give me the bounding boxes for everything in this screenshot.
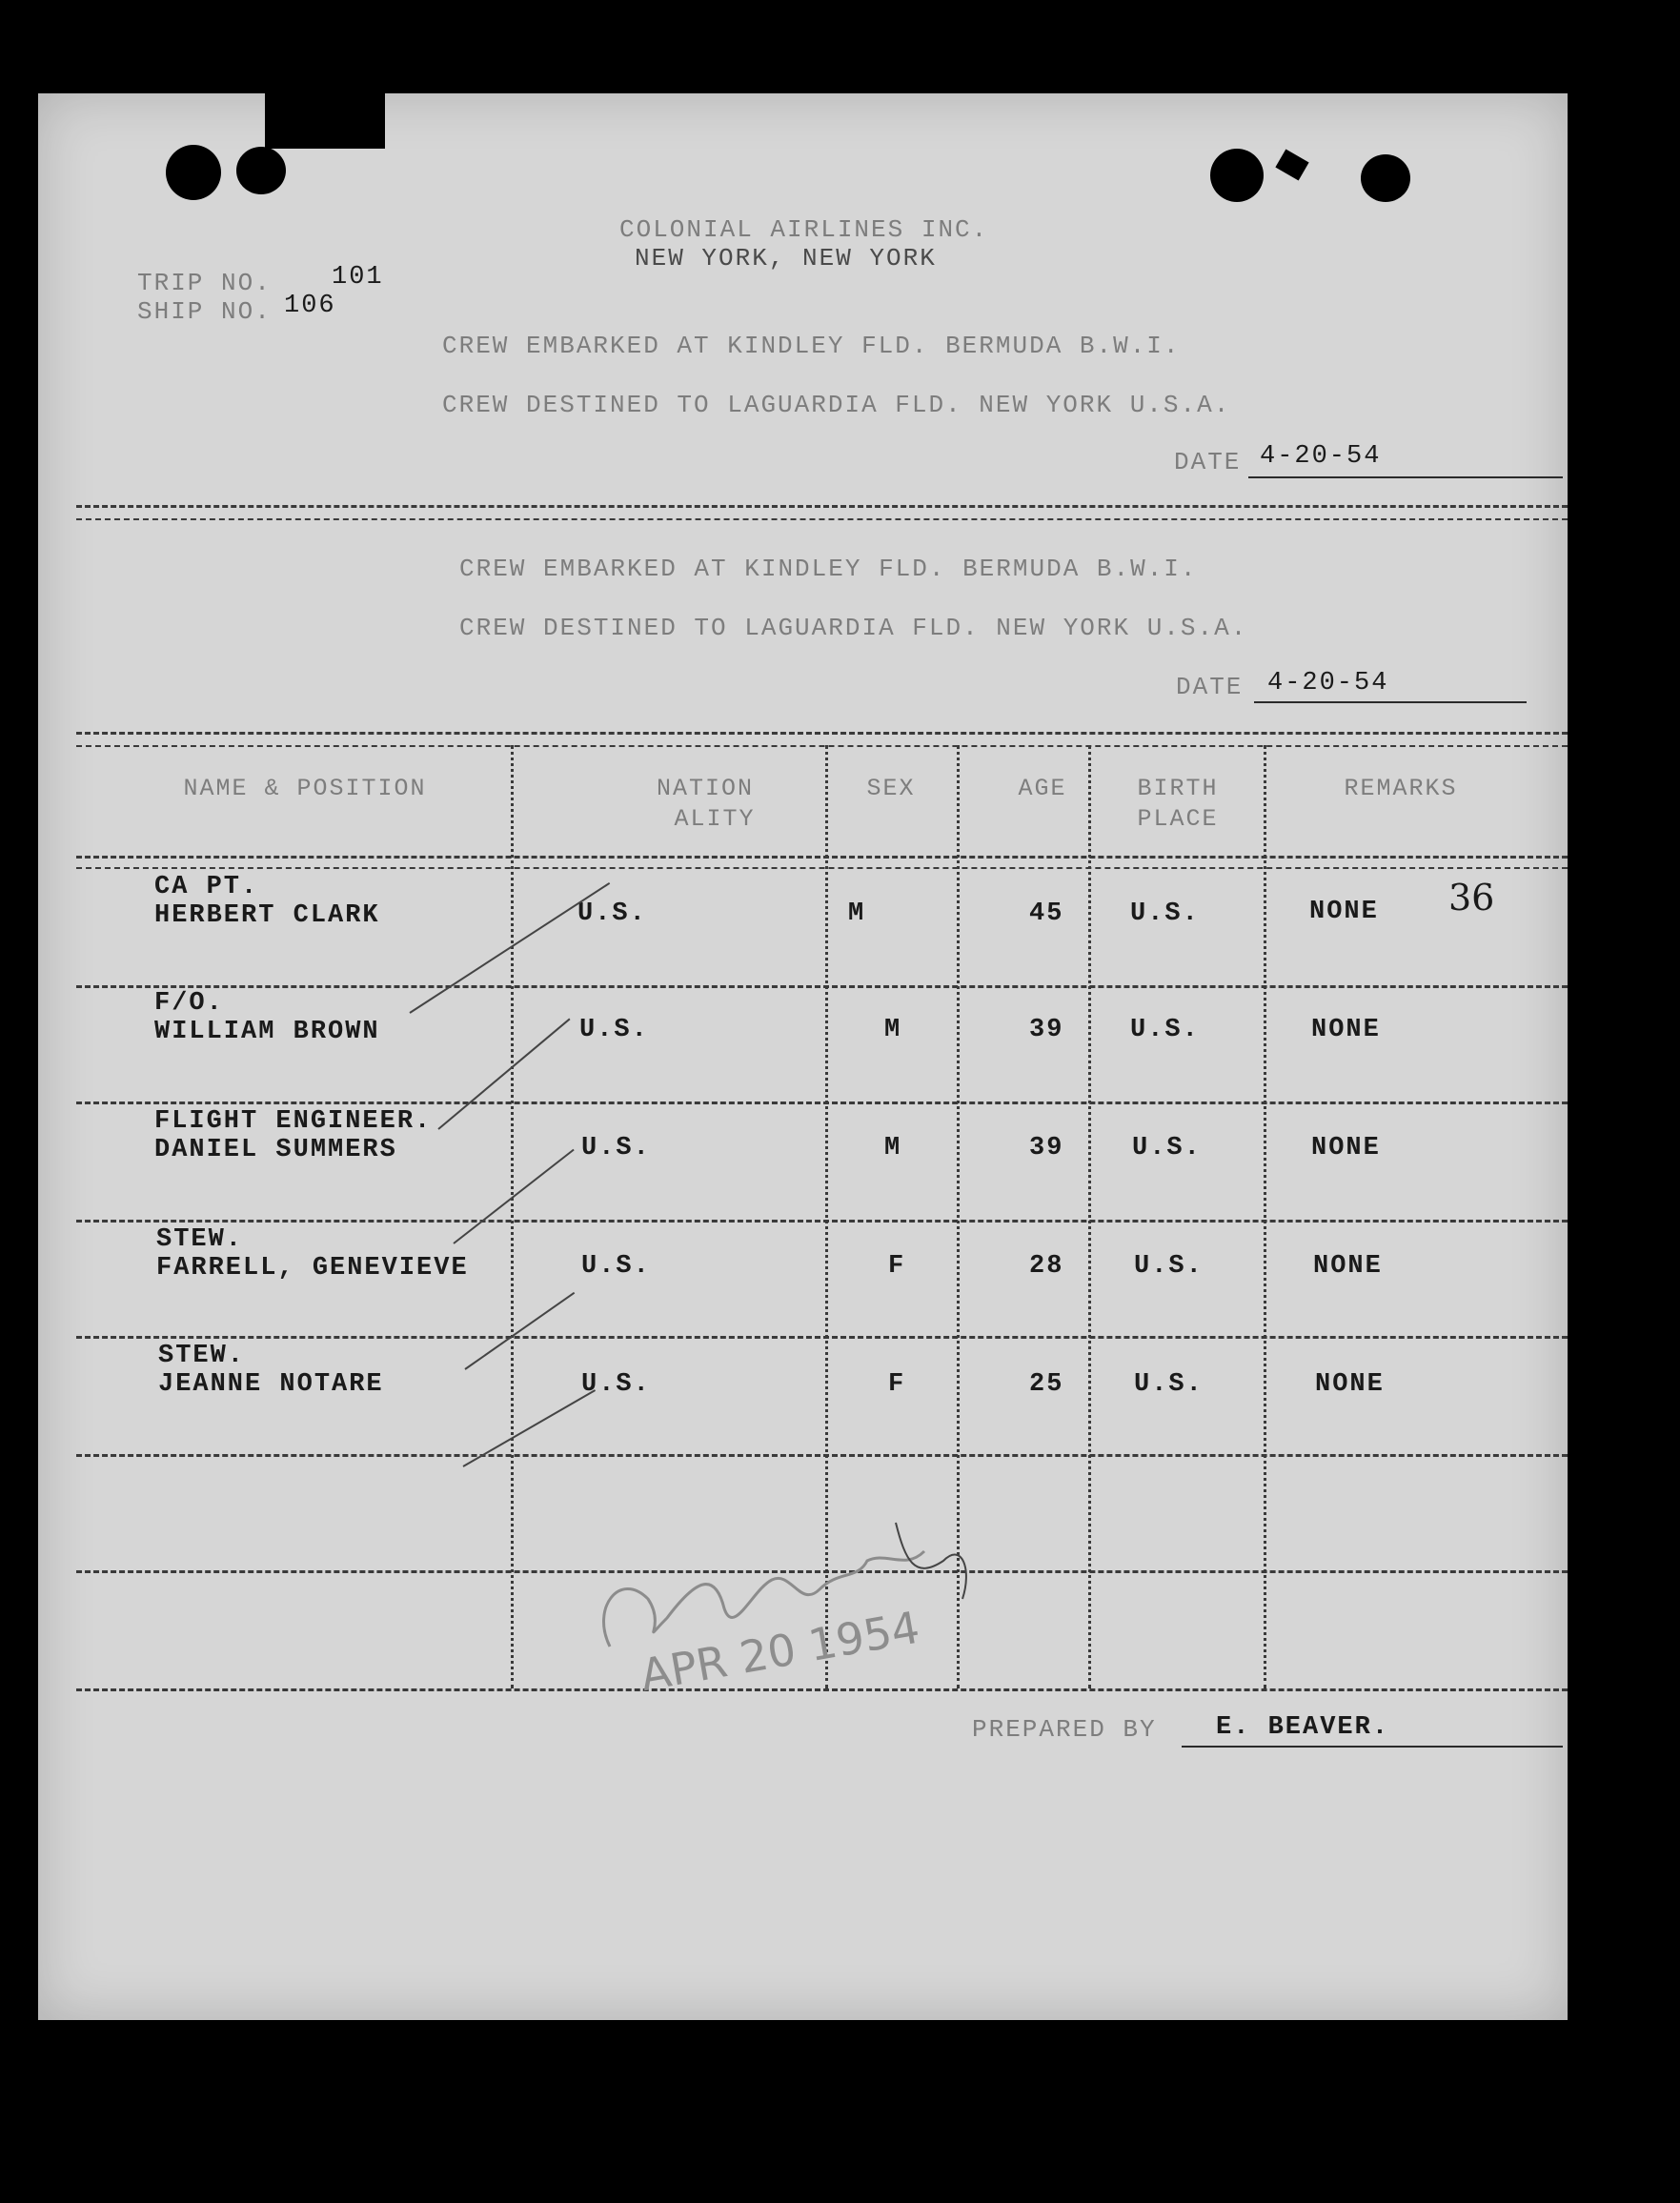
table-rule-row4 [76, 1336, 1568, 1339]
received-date-stamp: APR 20 1954 [637, 1601, 923, 1702]
embarked-line-2: CREW EMBARKED AT KINDLEY FLD. BERMUDA B.W.I. [459, 555, 1198, 583]
row5-birthplace: U.S. [1134, 1370, 1204, 1399]
col-head-birth-2: PLACE [1137, 805, 1219, 833]
col-head-remarks: REMARKS [1344, 775, 1458, 802]
check-mark-row4 [464, 1292, 575, 1370]
embarked-line-1: CREW EMBARKED AT KINDLEY FLD. BERMUDA B.W.I. [442, 332, 1181, 360]
table-rule-head [76, 856, 1568, 859]
company-name: COLONIAL AIRLINES INC. [619, 215, 989, 244]
col-line-4 [1088, 745, 1091, 1688]
row1-position: CA PT. [154, 873, 259, 901]
table-rule-row3 [76, 1220, 1568, 1223]
row4-birthplace: U.S. [1134, 1252, 1204, 1281]
row5-nationality: U.S. [581, 1370, 651, 1399]
prepared-by-underline [1182, 1746, 1563, 1748]
col-head-age: AGE [1018, 775, 1067, 802]
row2-position: F/O. [154, 989, 224, 1018]
row5-sex: F [888, 1370, 906, 1399]
table-rule-row2 [76, 1102, 1568, 1104]
table-rule-row5 [76, 1454, 1568, 1457]
col-head-nationality-2: ALITY [674, 805, 756, 833]
row3-nationality: U.S. [581, 1134, 651, 1162]
company-city: NEW YORK, NEW YORK [635, 244, 937, 273]
row1-sex: M [848, 899, 866, 928]
page-number: 36 [1448, 877, 1495, 919]
prepared-by-name: E. BEAVER. [1216, 1713, 1390, 1742]
row1-age: 45 [1029, 899, 1064, 928]
manifest-sheet [38, 93, 1568, 2020]
date-label-1: DATE [1174, 448, 1242, 476]
row3-sex: M [884, 1134, 902, 1162]
table-rule-top-2 [76, 745, 1568, 747]
table-rule-bottom [76, 1688, 1568, 1691]
table-rule-top [76, 732, 1568, 735]
col-line-1 [511, 745, 514, 1688]
punch-hole-right-2 [1361, 154, 1410, 202]
row2-nationality: U.S. [579, 1016, 649, 1044]
punch-hole-right [1210, 149, 1264, 202]
ship-number: 106 [284, 292, 336, 320]
row5-name: JEANNE NOTARE [158, 1370, 384, 1399]
row5-age: 25 [1029, 1370, 1064, 1399]
check-mark-row2 [437, 1019, 570, 1130]
row1-remarks: NONE [1309, 898, 1379, 926]
prepared-by-label: PREPARED BY [972, 1715, 1157, 1744]
row3-position: FLIGHT ENGINEER. [154, 1107, 433, 1136]
row4-sex: F [888, 1252, 906, 1281]
ink-blot [265, 93, 385, 149]
col-head-birth-1: BIRTH [1137, 775, 1219, 802]
ship-label: SHIP NO. [137, 297, 272, 326]
trip-number: 101 [332, 263, 384, 292]
row3-age: 39 [1029, 1134, 1064, 1162]
row3-name: DANIEL SUMMERS [154, 1136, 397, 1164]
rule-2 [76, 518, 1568, 520]
row1-nationality: U.S. [577, 899, 647, 928]
col-head-sex: SEX [866, 775, 916, 802]
row4-age: 28 [1029, 1252, 1064, 1281]
date-value-2: 4-20-54 [1267, 669, 1389, 697]
table-rule-head-2 [76, 867, 1568, 869]
check-mark-row3 [453, 1149, 574, 1244]
col-line-5 [1264, 745, 1266, 1688]
row5-position: STEW. [158, 1342, 246, 1370]
row2-sex: M [884, 1016, 902, 1044]
date-label-2: DATE [1176, 673, 1244, 701]
row2-birthplace: U.S. [1130, 1016, 1200, 1044]
destined-line-2: CREW DESTINED TO LAGUARDIA FLD. NEW YORK U.S.A. [459, 614, 1248, 642]
col-head-name: NAME & POSITION [183, 775, 427, 802]
punch-hole-left [166, 145, 221, 200]
row3-remarks: NONE [1311, 1134, 1381, 1162]
row5-remarks: NONE [1315, 1370, 1385, 1399]
row3-birthplace: U.S. [1132, 1134, 1202, 1162]
date-underline-1 [1248, 476, 1563, 478]
date-underline-2 [1254, 701, 1527, 703]
col-head-nationality-1: NATION [656, 775, 754, 802]
table-rule-row1 [76, 985, 1568, 988]
rule-1 [76, 505, 1568, 508]
date-value-1: 4-20-54 [1260, 442, 1382, 471]
check-mark-row1 [409, 882, 610, 1014]
punch-hole-left-2 [236, 147, 286, 194]
ink-mark [1275, 149, 1308, 180]
row2-remarks: NONE [1311, 1016, 1381, 1044]
row4-remarks: NONE [1313, 1252, 1383, 1281]
destined-line-1: CREW DESTINED TO LAGUARDIA FLD. NEW YORK U.S.A. [442, 391, 1231, 419]
row2-age: 39 [1029, 1016, 1064, 1044]
trip-label: TRIP NO. [137, 269, 272, 297]
row4-name: FARRELL, GENEVIEVE [156, 1254, 469, 1283]
row4-nationality: U.S. [581, 1252, 651, 1281]
row2-name: WILLIAM BROWN [154, 1018, 380, 1046]
row1-birthplace: U.S. [1130, 899, 1200, 928]
row4-position: STEW. [156, 1225, 244, 1254]
row1-name: HERBERT CLARK [154, 901, 380, 930]
